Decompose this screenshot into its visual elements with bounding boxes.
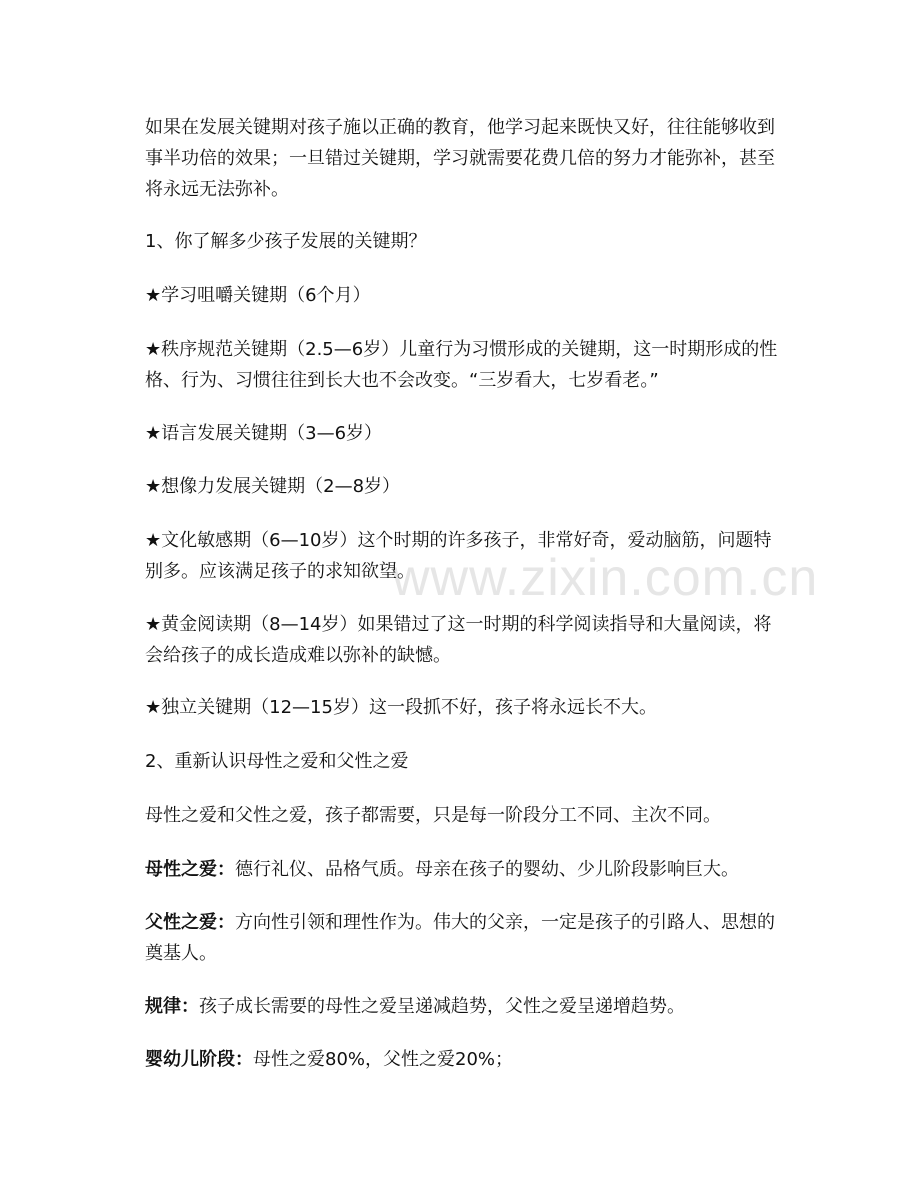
definition-paragraph	[145, 1044, 785, 1075]
definition-text: 母性之爱80%，父性之爱20%；	[253, 1049, 514, 1070]
intro-paragraph	[145, 112, 785, 205]
list-item	[145, 280, 785, 311]
intro-text: 如果在发展关键期对孩子施以正确的教育，他学习起来既快又好，往往能够收到事半功倍的效果；一旦错过关键期，学习就需要花费几倍的努力才能弥补，甚至将永远无法弥补。	[145, 117, 775, 200]
list-item	[145, 609, 785, 671]
watermark: www.zixin.com.cn	[392, 549, 819, 607]
list-item-text: ★秩序规范关键期（2.5—6岁）儿童行为习惯形成的关键期，这一时期形成的性格、行为、习惯往往到长大也不会改变。“三岁看大，七岁看老。”	[145, 339, 778, 391]
list-item-text: ★独立关键期（12—15岁）这一段抓不好，孩子将永远长不大。	[145, 697, 657, 718]
list-item-text: ★学习咀嚼关键期（6个月）	[145, 285, 371, 306]
definition-term: 规律：	[145, 996, 199, 1017]
list-item	[145, 692, 785, 723]
definition-term: 父性之爱：	[145, 912, 235, 933]
definition-paragraph	[145, 991, 785, 1022]
body-paragraph	[145, 800, 785, 831]
section-heading-2-text: 2、重新认识母性之爱和父性之爱	[145, 751, 409, 772]
definition-text: 孩子成长需要的母性之爱呈递减趋势，父性之爱呈递增趋势。	[199, 996, 685, 1017]
list-item	[145, 418, 785, 449]
list-item-text: ★黄金阅读期（8—14岁）如果错过了这一时期的科学阅读指导和大量阅读，将会给孩子的成长造成难以弥补的缺憾。	[145, 614, 772, 666]
definition-text: 德行礼仪、品格气质。母亲在孩子的婴幼、少儿阶段影响巨大。	[235, 859, 739, 880]
list-item-text: ★想像力发展关键期（2—8岁）	[145, 476, 401, 497]
section-heading-2	[145, 746, 785, 777]
definition-paragraph	[145, 854, 785, 885]
list-item	[145, 525, 785, 587]
list-item	[145, 334, 785, 396]
definition-term: 婴幼儿阶段：	[145, 1049, 253, 1070]
definition-paragraph	[145, 907, 785, 969]
definition-term: 母性之爱：	[145, 859, 235, 880]
body-paragraph-text: 母性之爱和父性之爱，孩子都需要，只是每一阶段分工不同、主次不同。	[145, 805, 721, 826]
section-heading-1	[145, 226, 785, 257]
list-item-text: ★语言发展关键期（3—6岁）	[145, 423, 383, 444]
section-heading-1-text: 1、你了解多少孩子发展的关键期？	[145, 231, 427, 252]
list-item-text: ★文化敏感期（6—10岁）这个时期的许多孩子，非常好奇，爱动脑筋，问题特别多。应该满足孩子的求知欲望。	[145, 530, 772, 582]
definition-text: 方向性引领和理性作为。伟大的父亲，一定是孩子的引路人、思想的奠基人。	[145, 912, 775, 964]
list-item	[145, 471, 785, 502]
